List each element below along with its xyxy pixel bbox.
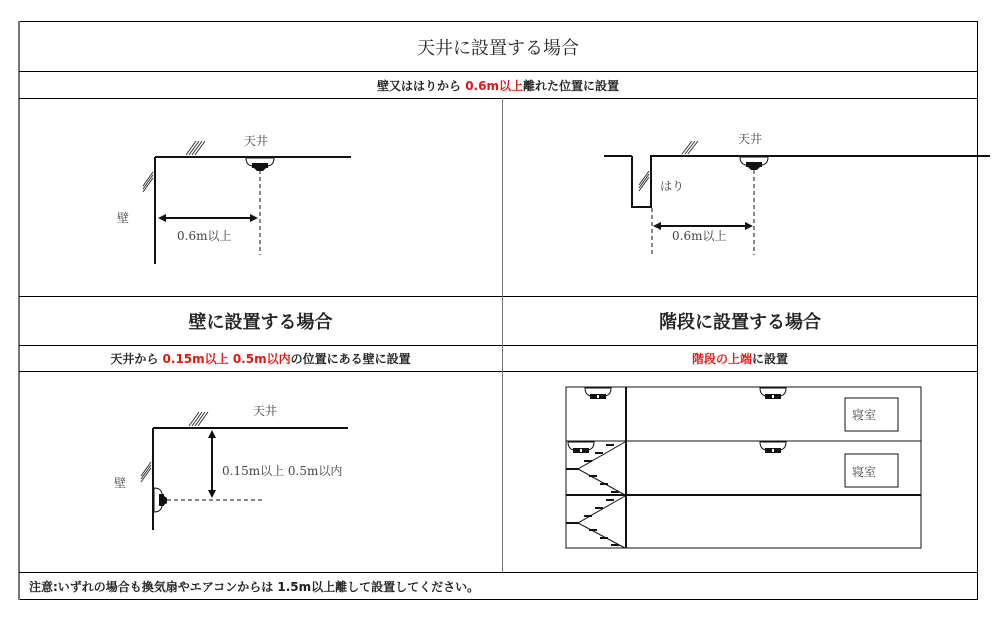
smoke-detector-icon bbox=[246, 158, 274, 171]
distance-label: 0.6m以上 bbox=[672, 229, 727, 243]
distance-label: 0.6m以上 bbox=[177, 229, 232, 243]
room-label: 寝室 bbox=[852, 465, 877, 479]
ceiling-label: 天井 bbox=[253, 404, 278, 418]
room-label: 寝室 bbox=[852, 408, 877, 422]
beam-label: はり bbox=[660, 179, 685, 193]
subtitle-part: 壁又ははりから bbox=[377, 78, 466, 93]
subtitle-highlight: 0.15m以上 0.5m以内 bbox=[162, 352, 291, 366]
smoke-detector-icon bbox=[154, 488, 167, 512]
smoke-detector-icon bbox=[760, 388, 786, 399]
subtitle-part: 離れた位置に設置 bbox=[522, 78, 619, 93]
distance-label: 0.15m以上 0.5m以内 bbox=[222, 464, 343, 478]
caution-note: 注意:いずれの場合も換気扇やエアコンからは 1.5m以上離して設置してください。 bbox=[29, 580, 480, 594]
smoke-detector-icon bbox=[568, 442, 594, 453]
subtitle-highlight: 階段の上端 bbox=[691, 352, 752, 366]
ceiling-section-title: 天井に設置する場合 bbox=[417, 37, 579, 59]
ceiling-label: 天井 bbox=[244, 134, 269, 148]
subtitle-part: の位置にある壁に設置 bbox=[290, 352, 411, 366]
ceiling-label: 天井 bbox=[738, 132, 763, 146]
smoke-detector-icon bbox=[740, 157, 768, 170]
smoke-detector-icon bbox=[585, 388, 611, 399]
subtitle-highlight: 0.6m以上 bbox=[465, 78, 523, 93]
wall-label: 壁 bbox=[114, 476, 127, 490]
wall-label: 壁 bbox=[117, 211, 130, 225]
stairs-section-title: 階段に設置する場合 bbox=[659, 312, 821, 333]
subtitle-part: 天井から bbox=[110, 352, 163, 366]
wall-section-title: 壁に設置する場合 bbox=[188, 312, 333, 333]
smoke-detector-icon bbox=[760, 442, 786, 453]
subtitle-part: に設置 bbox=[752, 352, 789, 366]
